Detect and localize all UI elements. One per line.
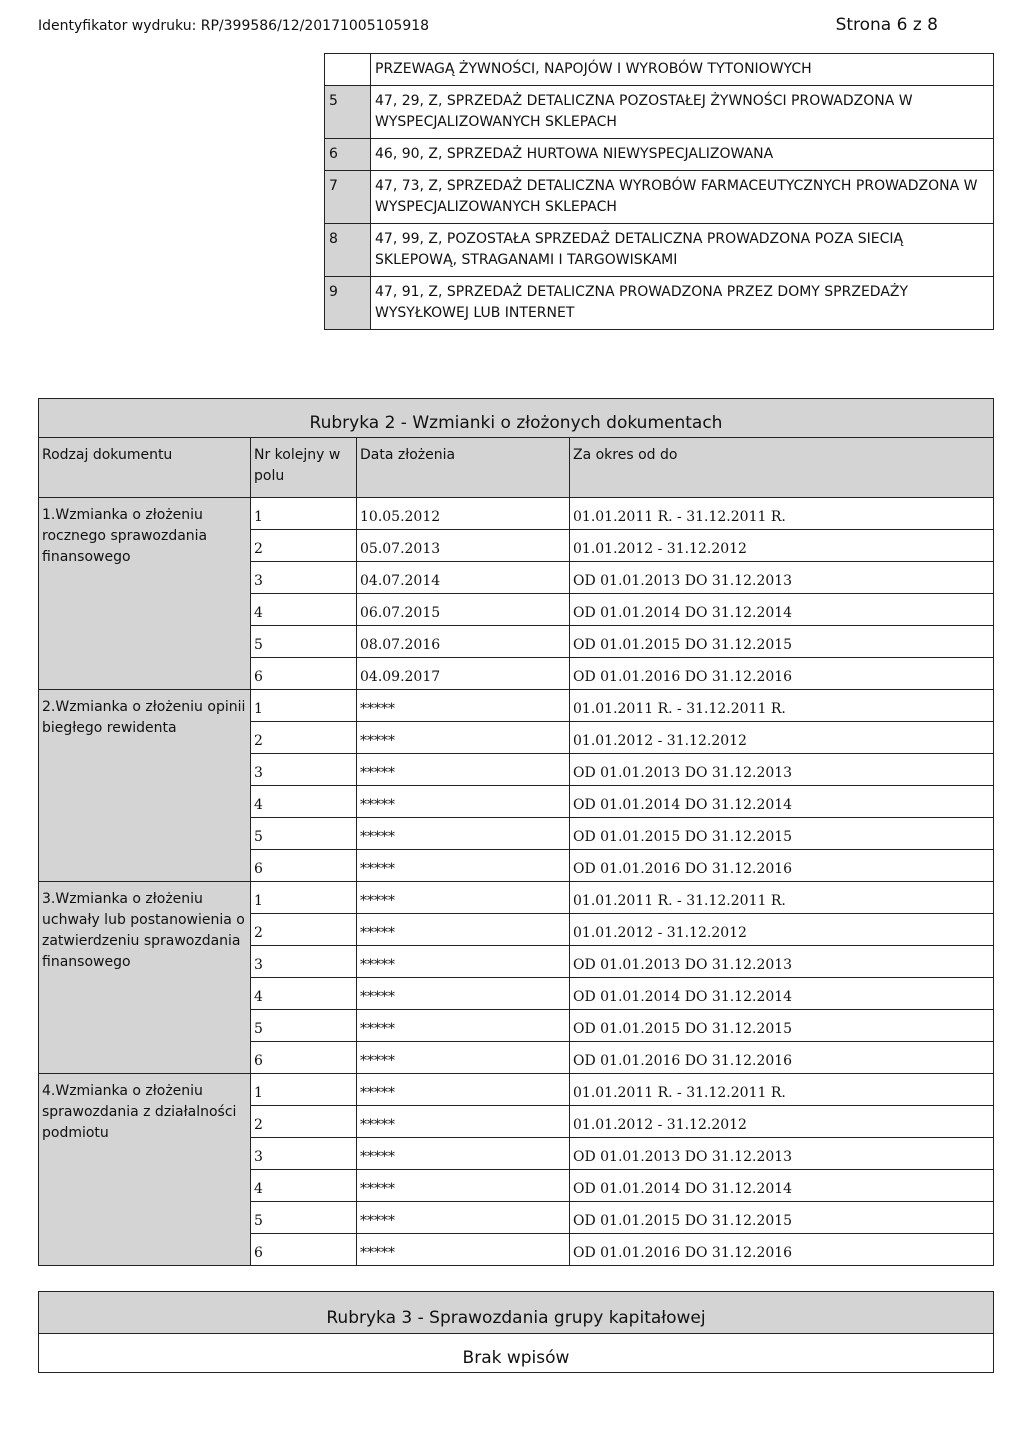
period-cell: OD 01.01.2015 DO 31.12.2015 (570, 1010, 994, 1042)
sequence-number-cell: 4 (251, 978, 357, 1010)
period-cell: 01.01.2012 - 31.12.2012 (570, 914, 994, 946)
rubryka-3-table (38, 1291, 994, 1373)
filing-date-cell: ***** (357, 786, 570, 818)
filing-date-cell: ***** (357, 818, 570, 850)
pkd-number: 6 (325, 139, 371, 171)
sequence-number-cell: 3 (251, 1138, 357, 1170)
sequence-number-cell: 4 (251, 594, 357, 626)
filing-date-cell: ***** (357, 1138, 570, 1170)
period-cell: OD 01.01.2016 DO 31.12.2016 (570, 1234, 994, 1266)
table-row (39, 1074, 994, 1106)
filing-date-cell: 08.07.2016 (357, 626, 570, 658)
pkd-row (325, 171, 994, 224)
sequence-number-cell: 5 (251, 1202, 357, 1234)
period-cell: OD 01.01.2016 DO 31.12.2016 (570, 1042, 994, 1074)
pkd-number: 9 (325, 277, 371, 330)
sequence-number-cell: 5 (251, 626, 357, 658)
pkd-row (325, 277, 994, 330)
pkd-row (325, 224, 994, 277)
document-type-cell: 2.Wzmianka o złożeniu opinii biegłego rewidenta (39, 690, 251, 882)
rubryka-3-body-row (39, 1334, 994, 1373)
document-type-cell: 3.Wzmianka o złożeniu uchwały lub postanowienia o zatwierdzeniu sprawozdania finansowego (39, 882, 251, 1074)
sequence-number-cell: 3 (251, 946, 357, 978)
period-cell: OD 01.01.2016 DO 31.12.2016 (570, 658, 994, 690)
pkd-text: PRZEWAGĄ ŻYWNOŚCI, NAPOJÓW I WYROBÓW TYTONIOWYCH (371, 54, 994, 86)
period-cell: OD 01.01.2015 DO 31.12.2015 (570, 818, 994, 850)
rubryka-3-title-row (39, 1292, 994, 1334)
period-cell: 01.01.2011 R. - 31.12.2011 R. (570, 1074, 994, 1106)
filing-date-cell: 04.07.2014 (357, 562, 570, 594)
sequence-number-cell: 6 (251, 658, 357, 690)
filing-date-cell: ***** (357, 1234, 570, 1266)
sequence-number-cell: 4 (251, 786, 357, 818)
pkd-text: 46, 90, Z, SPRZEDAŻ HURTOWA NIEWYSPECJALIZOWANA (371, 139, 994, 171)
rubryka-2-header-row (39, 438, 994, 498)
column-header-filing-date: Data złożenia (357, 438, 570, 498)
document-type-cell: 4.Wzmianka o złożeniu sprawozdania z działalności podmiotu (39, 1074, 251, 1266)
sequence-number-cell: 6 (251, 1042, 357, 1074)
filing-date-cell: 06.07.2015 (357, 594, 570, 626)
sequence-number-cell: 3 (251, 754, 357, 786)
rubryka-2-table (38, 398, 994, 1266)
filing-date-cell: ***** (357, 1106, 570, 1138)
sequence-number-cell: 1 (251, 690, 357, 722)
period-cell: OD 01.01.2015 DO 31.12.2015 (570, 1202, 994, 1234)
pkd-number: 5 (325, 86, 371, 139)
filing-date-cell: ***** (357, 690, 570, 722)
pkd-text: 47, 91, Z, SPRZEDAŻ DETALICZNA PROWADZONA PRZEZ DOMY SPRZEDAŻY WYSYŁKOWEJ LUB INTERNET (371, 277, 994, 330)
filing-date-cell: ***** (357, 946, 570, 978)
period-cell: OD 01.01.2013 DO 31.12.2013 (570, 946, 994, 978)
period-cell: 01.01.2012 - 31.12.2012 (570, 722, 994, 754)
filing-date-cell: ***** (357, 754, 570, 786)
table-row (39, 690, 994, 722)
sequence-number-cell: 6 (251, 850, 357, 882)
print-identifier: Identyfikator wydruku: RP/399586/12/20171005105918 (38, 18, 430, 34)
period-cell: OD 01.01.2013 DO 31.12.2013 (570, 754, 994, 786)
pkd-continuation-row (325, 54, 994, 86)
filing-date-cell: 05.07.2013 (357, 530, 570, 562)
filing-date-cell: ***** (357, 722, 570, 754)
period-cell: OD 01.01.2016 DO 31.12.2016 (570, 850, 994, 882)
table-row (39, 498, 994, 530)
pkd-text: 47, 29, Z, SPRZEDAŻ DETALICZNA POZOSTAŁEJ ŻYWNOŚCI PROWADZONA W WYSPECJALIZOWANYCH SKLEPACH (371, 86, 994, 139)
period-cell: OD 01.01.2014 DO 31.12.2014 (570, 786, 994, 818)
period-cell: OD 01.01.2015 DO 31.12.2015 (570, 626, 994, 658)
pkd-row (325, 86, 994, 139)
period-cell: 01.01.2011 R. - 31.12.2011 R. (570, 498, 994, 530)
filing-date-cell: ***** (357, 850, 570, 882)
column-header-document-type: Rodzaj dokumentu (39, 438, 251, 498)
period-cell: OD 01.01.2014 DO 31.12.2014 (570, 594, 994, 626)
period-cell: OD 01.01.2014 DO 31.12.2014 (570, 978, 994, 1010)
pkd-text: 47, 99, Z, POZOSTAŁA SPRZEDAŻ DETALICZNA PROWADZONA POZA SIECIĄ SKLEPOWĄ, STRAGANAMI I TARGOWISKAMI (371, 224, 994, 277)
sequence-number-cell: 2 (251, 530, 357, 562)
pkd-number: 7 (325, 171, 371, 224)
sequence-number-cell: 4 (251, 1170, 357, 1202)
rubryka-2-title-row (39, 399, 994, 438)
column-header-sequence-number: Nr kolejny w polu (251, 438, 357, 498)
period-cell: OD 01.01.2014 DO 31.12.2014 (570, 1170, 994, 1202)
table-row (39, 882, 994, 914)
sequence-number-cell: 1 (251, 882, 357, 914)
pkd-number-cell (325, 54, 371, 86)
page-number: Strona 6 z 8 (835, 15, 938, 35)
filing-date-cell: ***** (357, 1202, 570, 1234)
pkd-table (324, 53, 994, 330)
sequence-number-cell: 5 (251, 1010, 357, 1042)
filing-date-cell: ***** (357, 914, 570, 946)
sequence-number-cell: 1 (251, 498, 357, 530)
sequence-number-cell: 3 (251, 562, 357, 594)
period-cell: 01.01.2012 - 31.12.2012 (570, 1106, 994, 1138)
filing-date-cell: ***** (357, 1074, 570, 1106)
rubryka-2-title: Rubryka 2 - Wzmianki o złożonych dokumentach (39, 399, 994, 438)
filing-date-cell: ***** (357, 1010, 570, 1042)
sequence-number-cell: 1 (251, 1074, 357, 1106)
period-cell: OD 01.01.2013 DO 31.12.2013 (570, 1138, 994, 1170)
pkd-row (325, 139, 994, 171)
filing-date-cell: ***** (357, 978, 570, 1010)
sequence-number-cell: 6 (251, 1234, 357, 1266)
filing-date-cell: ***** (357, 882, 570, 914)
filing-date-cell: ***** (357, 1170, 570, 1202)
period-cell: 01.01.2011 R. - 31.12.2011 R. (570, 882, 994, 914)
sequence-number-cell: 2 (251, 914, 357, 946)
filing-date-cell: ***** (357, 1042, 570, 1074)
sequence-number-cell: 2 (251, 1106, 357, 1138)
period-cell: 01.01.2011 R. - 31.12.2011 R. (570, 690, 994, 722)
pkd-number: 8 (325, 224, 371, 277)
rubryka-3-empty-text: Brak wpisów (39, 1334, 994, 1373)
sequence-number-cell: 5 (251, 818, 357, 850)
filing-date-cell: 10.05.2012 (357, 498, 570, 530)
document-type-cell: 1.Wzmianka o złożeniu rocznego sprawozdania finansowego (39, 498, 251, 690)
column-header-period: Za okres od do (570, 438, 994, 498)
filing-date-cell: 04.09.2017 (357, 658, 570, 690)
pkd-text: 47, 73, Z, SPRZEDAŻ DETALICZNA WYROBÓW FARMACEUTYCZNYCH PROWADZONA W WYSPECJALIZOWANYCH SKLEPACH (371, 171, 994, 224)
period-cell: OD 01.01.2013 DO 31.12.2013 (570, 562, 994, 594)
sequence-number-cell: 2 (251, 722, 357, 754)
period-cell: 01.01.2012 - 31.12.2012 (570, 530, 994, 562)
rubryka-3-title: Rubryka 3 - Sprawozdania grupy kapitałowej (39, 1292, 994, 1334)
